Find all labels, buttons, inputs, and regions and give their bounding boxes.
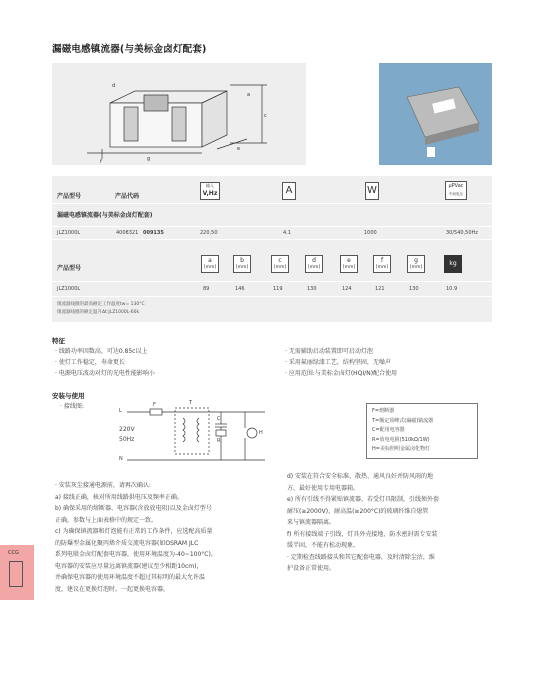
row1-power: 1000	[364, 230, 377, 236]
legend-item: C=配用电容器	[372, 427, 405, 433]
text-line: 缓半固，不能有松动现象。	[287, 542, 360, 549]
text-line: f) 所有接线端子引线、灯具外壳接地、防水密封需专安装	[287, 530, 438, 538]
product-photo	[379, 63, 492, 165]
svg-text:e: e	[237, 146, 241, 152]
row2-c: 119	[273, 286, 283, 292]
svg-text:d: d	[112, 83, 116, 89]
legend-item: T=额定顶峰式(漏磁)镇流器	[372, 417, 434, 424]
feature-right-1: · 无需辅助启动装置即可启动灯泡	[285, 348, 373, 355]
text-line: 正确，参数与上面表格中的规定一致。	[55, 516, 158, 524]
wire-N: N	[119, 456, 123, 462]
text-line: 方，最好使用专用电器箱。	[287, 484, 360, 492]
legend-item: R=放电电阻(510kΩ/1W)	[372, 436, 430, 443]
wiring-diagram	[115, 398, 275, 468]
svg-text:c: c	[264, 113, 267, 119]
svg-text:f: f	[100, 159, 102, 165]
dims-header-model: 产品型号	[57, 265, 82, 272]
wiring-label: · 接线图:	[60, 403, 84, 410]
power-icon: W	[365, 182, 379, 200]
row1-voltage: 220,50	[200, 230, 218, 236]
dim-g-icon: g [mm]	[407, 255, 425, 273]
text-line: 度，建议在更换灯泡时，一起更换电容器。	[55, 585, 170, 593]
table-subtitle: 漏磁电感镇流器(与美标金卤灯配套)	[57, 212, 153, 219]
dim-f-icon: f [mm]	[373, 255, 391, 273]
row2-f: 121	[375, 286, 385, 292]
row1-last: 30/540,50Hz	[446, 230, 478, 236]
capacitor-label: C	[217, 416, 221, 422]
text-line: d) 安装在符合安全标准、散热、通风良好并防风雨的地	[287, 473, 434, 480]
header-code: 产品代码	[115, 193, 140, 200]
feature-left-3: · 电源电压波动对灯的光电性能影响小	[55, 370, 155, 377]
text-line: 并确保电容器的使用环境温度不超过其标明的最大允许温	[55, 574, 206, 581]
text-line: 系列电联金卤灯配套电容器，使用环境温度为-40~100°C)。	[55, 551, 217, 558]
table-note-2: 镇流器线圈的额定温升Δt:JLZ1000L-60k	[57, 310, 140, 315]
page-title: 漏磁电感镇流器(与美标金卤灯配套)	[52, 44, 207, 55]
product-drawing	[52, 63, 306, 165]
svg-text:a: a	[247, 92, 251, 98]
jpvac-icon: μPVac 中间电压	[445, 181, 467, 200]
dim-e-icon: e [mm]	[340, 255, 358, 273]
text-line: 来与镇流器隔离。	[287, 519, 336, 526]
text-line: b) 确保采用的熔断器、电容器(含放放电阻)以及金卤灯型号	[55, 505, 212, 512]
resistor-label: R	[217, 438, 221, 444]
ballast-small-icon	[9, 561, 23, 587]
text-line: 电容器的安装应尽量远离镇流器(建议至少相距10cm)，	[55, 562, 203, 570]
row1-model: JLZ1000L	[57, 230, 81, 236]
lamp-label: H	[259, 430, 263, 436]
current-icon: A	[282, 182, 296, 200]
dim-b-icon: b [mm]	[233, 255, 251, 273]
svg-text:g: g	[147, 156, 151, 162]
text-line: · 安装灰尘接通电源前，请再次确认:	[55, 482, 151, 489]
legend-item: F=熔断器	[372, 408, 395, 414]
install-steps-right	[287, 471, 439, 575]
dim-c-icon: c [mm]	[271, 255, 289, 273]
features-heading: 特征	[52, 337, 65, 345]
text-line: e) 所有引线不得紧贴镇流器，若受灯具限制，引线须外套	[287, 496, 439, 503]
feature-left-1: · 线路功率因数高，可达0.85c以上	[55, 348, 148, 355]
install-steps-left	[55, 480, 217, 595]
fuse-label: F	[153, 402, 156, 408]
row2-e: 124	[342, 286, 352, 292]
header-model: 产品型号	[57, 193, 82, 200]
ballast-label: T	[189, 400, 193, 406]
text-line: 耐压(≥2000V)，耐高温(≥200°C)的玻璃纤维自熄管	[287, 507, 429, 515]
row1-code-b: 009135	[143, 230, 164, 236]
text-line: c) 为确保镇流器和灯泡能有正常的工作条件，应选配高质量	[55, 528, 213, 535]
row2-b: 146	[235, 286, 245, 292]
row1-code-a: 4008321	[116, 230, 139, 236]
table-note-1: 镇流器线圈的最高额定工作温度tw= 130°C	[57, 302, 145, 307]
dim-d-icon: d [mm]	[305, 255, 323, 273]
text-line: · 定期检查线路接头和其它配套电器，及时清除尘沽，维	[287, 553, 435, 561]
row2-weight: 10.9	[446, 286, 458, 292]
text-line: 的防爆型金属化聚丙烯介质交流电容器(如OSRAM JLC	[55, 539, 199, 547]
text-line: 护设备正常使用。	[287, 565, 336, 572]
ballast-technical-drawing	[52, 63, 306, 165]
row2-model: JLZ1000L	[57, 286, 81, 292]
feature-right-2: · 采用氟丽绿漆工艺，结构坚固，无噪声	[285, 359, 391, 366]
text-line: a) 接线正确，核对所用线路供电压及频率正确。	[55, 493, 183, 501]
side-tab-label: CCG	[8, 550, 19, 556]
section-side-tab	[0, 545, 34, 600]
dim-a-icon: a [mm]	[201, 255, 219, 273]
legend-item: H=美标照明金属卤化物灯	[372, 446, 430, 452]
supply-frequency: 50Hz	[119, 436, 135, 443]
feature-right-3: · 应用范围:与美标金卤灯(HQI/N)配合使用	[285, 370, 398, 377]
wiring-legend	[366, 403, 478, 459]
row2-d: 130	[307, 286, 317, 292]
feature-left-2: · 使灯工作稳定，寿命更长	[55, 359, 125, 366]
install-heading: 安装与使用	[52, 392, 85, 400]
wire-L: L	[119, 408, 122, 414]
supply-voltage: 220V	[119, 426, 135, 433]
row1-current: 4.1	[283, 230, 291, 236]
weight-icon: kg	[444, 255, 462, 273]
row2-a: 89	[203, 286, 210, 292]
voltage-icon: 输入 V,Hz	[200, 182, 220, 200]
row2-g: 130	[409, 286, 419, 292]
